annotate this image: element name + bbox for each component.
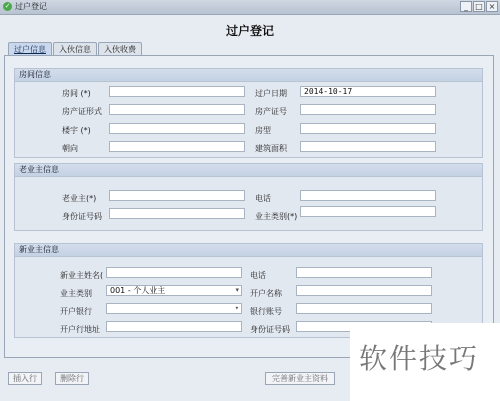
old-category-input[interactable] [300,206,436,217]
room-input[interactable] [109,86,245,97]
title-bar [0,0,500,15]
old-owner-label: 老业主(*) [62,194,97,203]
app-icon: ✓ [4,2,11,10]
tab-movein-info[interactable]: 入伙信息 [53,42,97,56]
old-id-input[interactable] [109,208,245,219]
section-header: 新业主信息 [15,244,482,257]
area-label: 建筑面积 [255,144,287,153]
complete-new-owner-button[interactable]: 完善新业主资料 [265,372,335,385]
cert-no-label: 房产证号 [255,107,287,116]
form-title: 过户登记 [225,24,274,38]
tab-movein-fees[interactable]: 入伙收费 [98,42,142,56]
watermark [350,323,500,401]
new-name-label: 新业主姓名( [60,271,104,280]
window-title: 过户登记 [15,2,47,11]
bank-address-input[interactable] [106,321,242,332]
tab-transfer-info[interactable]: 过户信息 [8,42,52,56]
cert-form-input[interactable] [109,104,245,115]
account-name-label: 开户名称 [250,289,282,298]
room-type-input[interactable] [300,123,436,134]
old-category-label: 业主类别(*) [255,212,298,221]
close-button[interactable]: × [486,1,498,12]
tab-bar [8,42,143,56]
orientation-label: 朝向 [62,144,78,153]
orientation-input[interactable] [109,141,245,152]
building-label: 楼宇 (*) [62,126,91,135]
bank-label: 开户银行 [60,307,92,316]
bank-address-label: 开户行地址 [60,325,100,334]
minimize-button[interactable]: _ [460,1,472,12]
section-header: 房间信息 [15,69,482,82]
bank-select[interactable] [106,303,242,314]
new-name-input[interactable] [106,267,242,278]
watermark-text: 软件技巧 [359,342,480,375]
cert-no-input[interactable] [300,104,436,115]
new-category-label: 业主类别 [60,289,92,298]
maximize-button[interactable]: □ [473,1,485,12]
insert-row-button[interactable]: 插入行 [8,372,42,385]
room-label: 房间 (*) [62,89,91,98]
account-name-input[interactable] [296,285,432,296]
old-id-label: 身份证号码 [62,212,102,221]
old-owner-input[interactable] [109,190,245,201]
transfer-date-label: 过户日期 [255,89,287,98]
new-phone-label: 电话 [250,271,266,280]
account-no-label: 银行账号 [250,307,282,316]
old-phone-input[interactable] [300,190,436,201]
section-header: 老业主信息 [15,164,482,177]
cert-form-label: 房产证形式 [62,107,102,116]
new-id-label: 身份证号码 [250,325,290,334]
new-category-select[interactable]: 001 - 个人业主 ▾ [106,285,242,296]
delete-row-button[interactable]: 删除行 [55,372,89,385]
area-input[interactable] [300,141,436,152]
transfer-date-input[interactable]: 2014-10-17 [300,86,436,97]
account-no-input[interactable] [296,303,432,314]
new-phone-input[interactable] [296,267,432,278]
room-type-label: 房型 [255,126,271,135]
old-phone-label: 电话 [255,194,271,203]
building-input[interactable] [109,123,245,134]
